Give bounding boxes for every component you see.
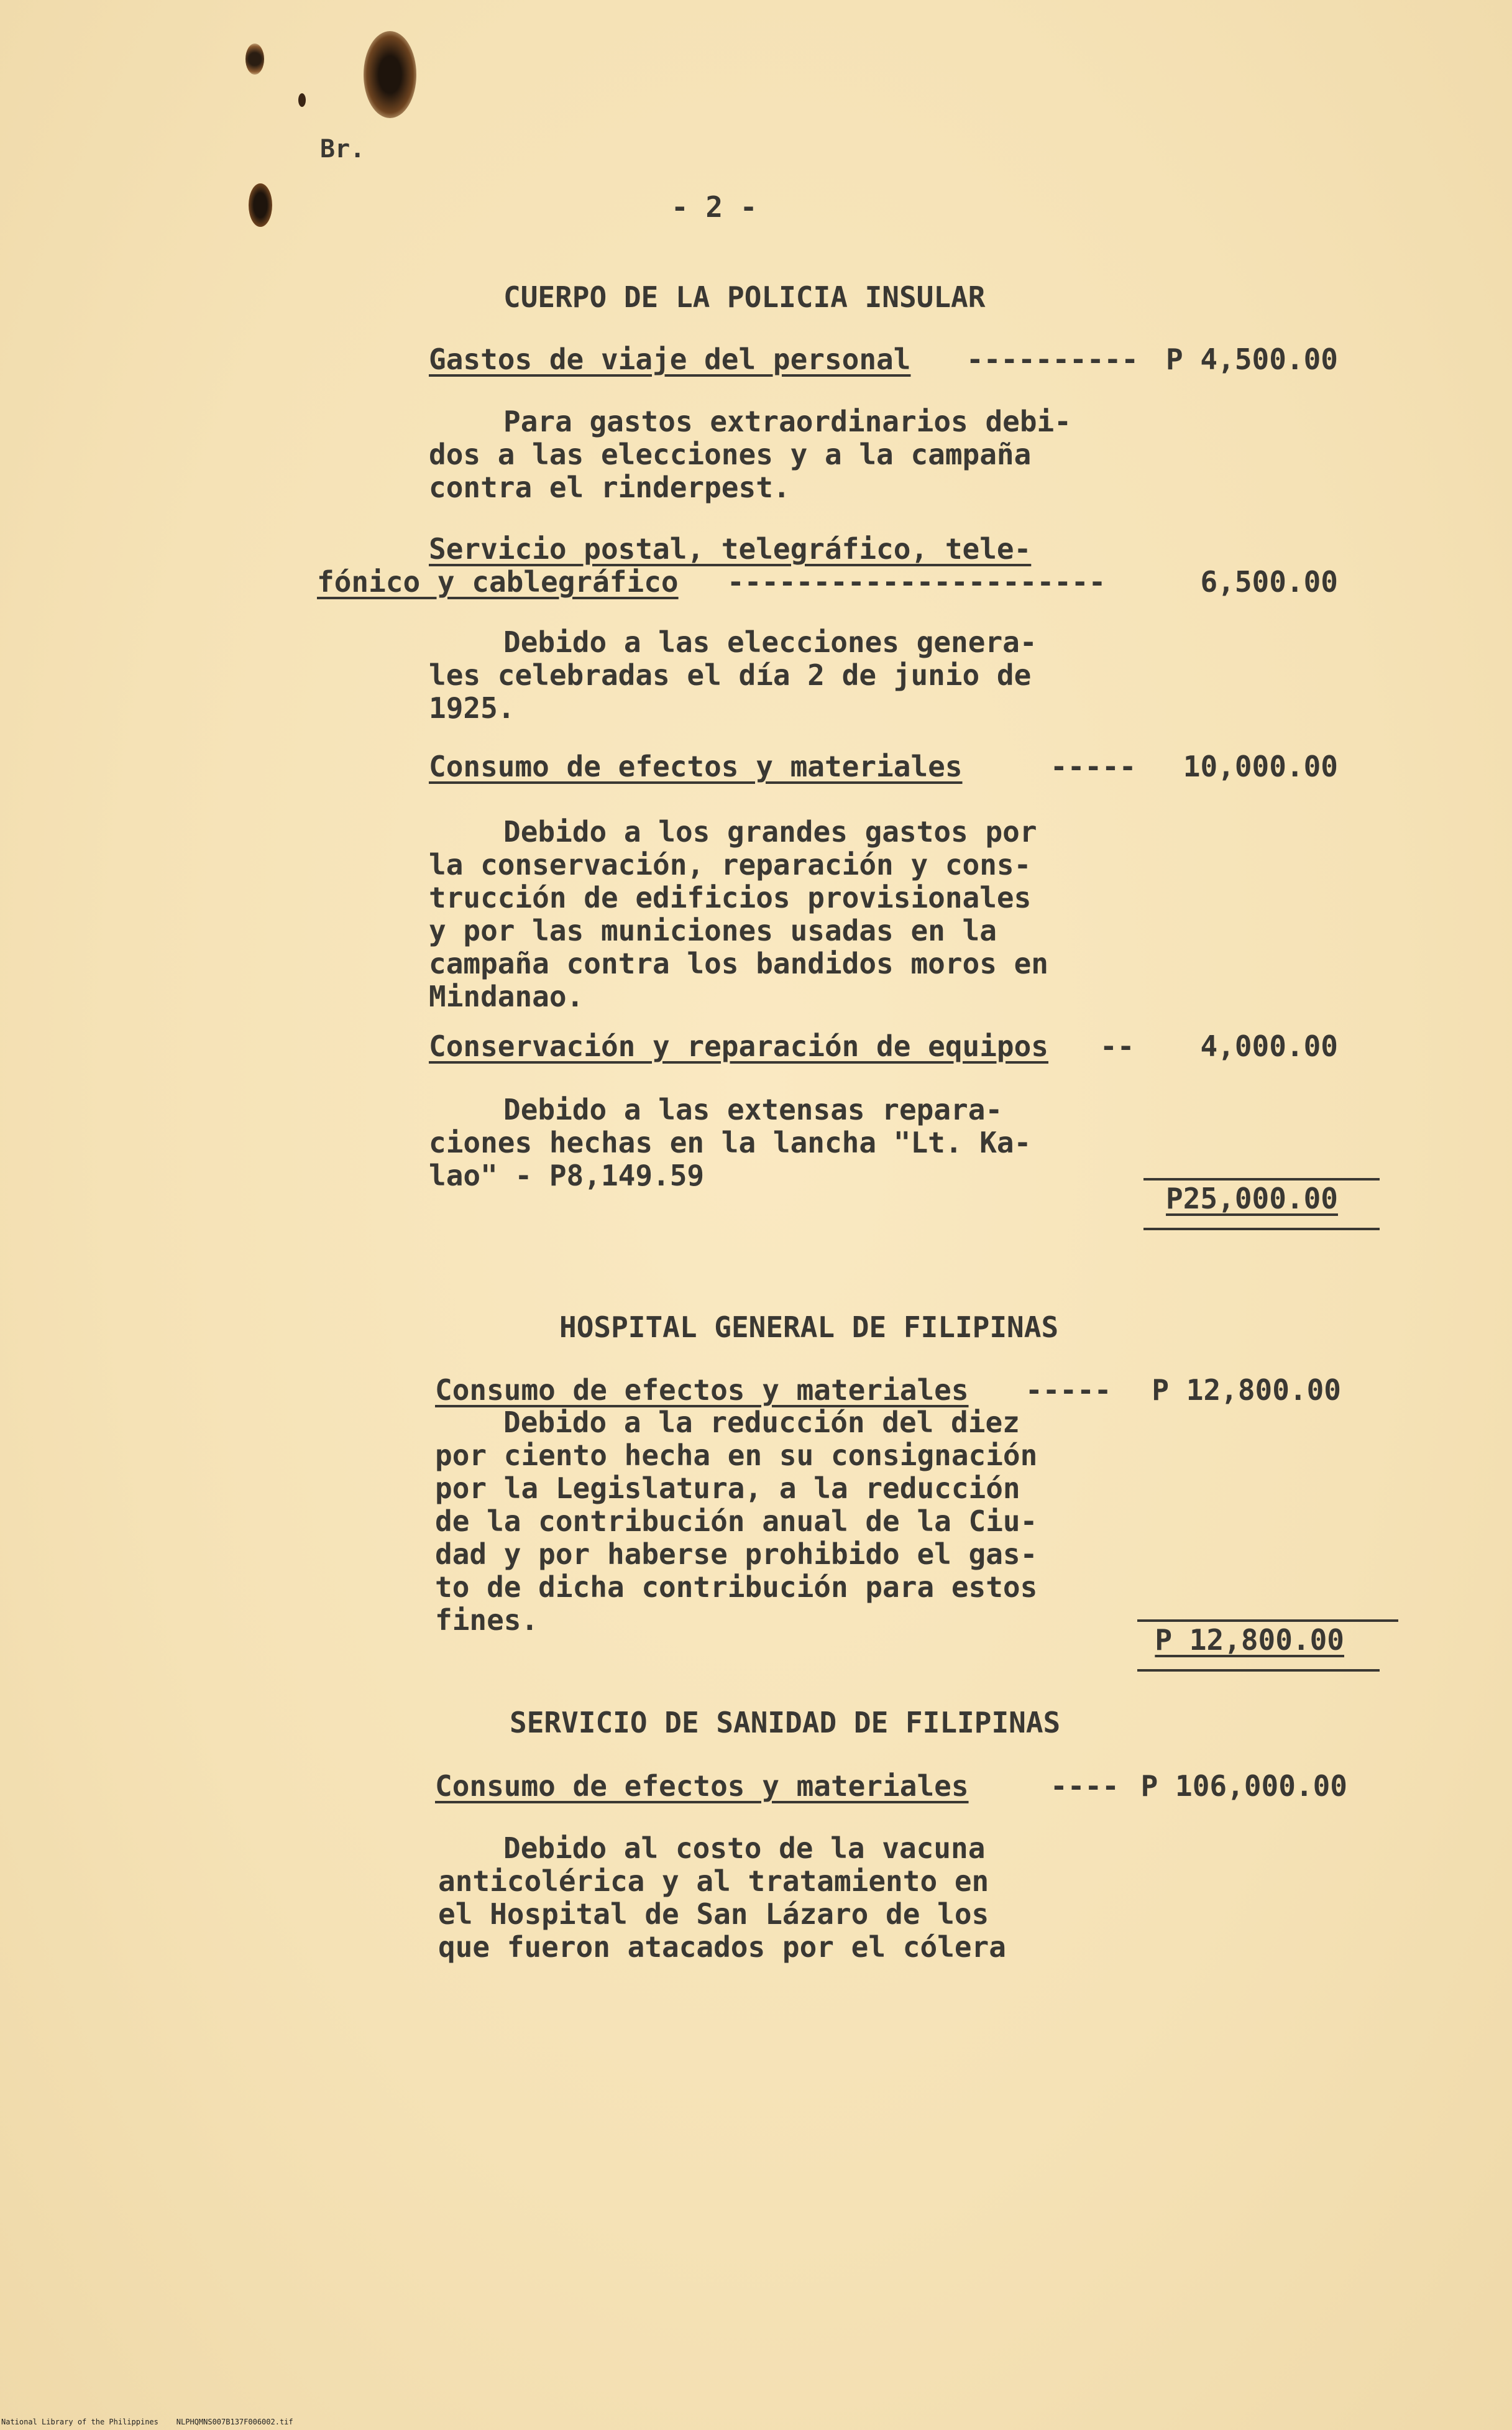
item-leader: ----- [1025, 1373, 1112, 1407]
item-note-line: Debido a los grandes gastos por [503, 815, 1037, 849]
scan-footer [1, 2418, 293, 2426]
item-note-line: contra el rinderpest. [429, 471, 790, 504]
item-heading: Conservación y reparación de equipos [429, 1029, 1048, 1063]
section-total: P25,000.00 [1166, 1182, 1338, 1215]
section-total: P 12,800.00 [1155, 1623, 1344, 1657]
item-note-line: Debido a las extensas repara- [503, 1093, 1003, 1126]
footer-source: National Library of the Philippines [1, 2418, 158, 2426]
item-note-line: les celebradas el día 2 de junio de [429, 658, 1032, 692]
item-leader: ---------------------- [727, 565, 1106, 599]
item-leader: ---------- [966, 343, 1139, 376]
item-amount: 10,000.00 [1183, 750, 1338, 783]
burn-mark [245, 44, 264, 75]
item-note-line: la conservación, reparación y cons- [429, 848, 1032, 881]
item-amount: P 4,500.00 [1166, 343, 1338, 376]
item-note-line: Para gastos extraordinarios debi- [503, 405, 1071, 438]
item-heading: Consumo de efectos y materiales [435, 1373, 969, 1407]
item-note-line: por la Legislatura, a la reducción [435, 1471, 1020, 1505]
item-note-line: dad y por haberse prohibido el gas- [435, 1537, 1038, 1571]
item-note-line: anticolérica y al tratamiento en [438, 1864, 989, 1898]
total-rule [1143, 1228, 1380, 1230]
item-note-line: Debido a las elecciones genera- [503, 625, 1037, 659]
item-note-line: to de dicha contribución para estos [435, 1570, 1038, 1604]
item-note-line: Debido al costo de la vacuna [503, 1831, 986, 1865]
item-note-line: por ciento hecha en su consignación [435, 1438, 1038, 1472]
item-note-line: de la contribución anual de la Ciu- [435, 1504, 1038, 1538]
item-heading: fónico y cablegráfico [317, 565, 679, 599]
item-amount: 6,500.00 [1200, 565, 1338, 599]
burn-mark [298, 93, 306, 107]
total-rule [1143, 1178, 1380, 1180]
item-note-line: trucción de edificios provisionales [429, 881, 1032, 914]
item-heading: Servicio postal, telegráfico, tele- [429, 532, 1032, 566]
item-note-line: Debido a la reducción del diez [503, 1406, 1020, 1439]
burn-mark [364, 31, 416, 118]
item-note-line: fines. [435, 1603, 539, 1637]
item-note-line: lao" - P8,149.59 [429, 1159, 705, 1192]
total-rule [1137, 1619, 1398, 1622]
item-amount: P 12,800.00 [1152, 1373, 1341, 1407]
item-note-line: el Hospital de San Lázaro de los [438, 1897, 989, 1931]
footer-file-id: NLPHQMNS007B137F006002.tif [176, 2418, 293, 2426]
item-note-line: campaña contra los bandidos moros en [429, 947, 1048, 980]
item-heading: Gastos de viaje del personal [429, 343, 911, 376]
item-note-line: ciones hechas en la lancha "Lt. Ka- [429, 1126, 1032, 1159]
item-leader: -- [1100, 1029, 1135, 1063]
item-note-line: 1925. [429, 691, 515, 725]
item-amount: P 106,000.00 [1140, 1769, 1347, 1803]
section-title: HOSPITAL GENERAL DE FILIPINAS [559, 1310, 1059, 1344]
item-leader: ----- [1050, 750, 1137, 783]
item-amount: 4,000.00 [1200, 1029, 1338, 1063]
item-note-line: que fueron atacados por el cólera [438, 1930, 1006, 1964]
item-heading: Consumo de efectos y materiales [429, 750, 963, 783]
item-note-line: y por las municiones usadas en la [429, 914, 997, 947]
item-leader: ---- [1050, 1769, 1119, 1803]
total-rule [1137, 1669, 1380, 1672]
initials: Br. [320, 135, 365, 163]
section-title: CUERPO DE LA POLICIA INSULAR [503, 280, 986, 314]
page-number: - 2 - [671, 190, 758, 224]
section-title: SERVICIO DE SANIDAD DE FILIPINAS [510, 1706, 1061, 1739]
item-heading: Consumo de efectos y materiales [435, 1769, 969, 1803]
item-note-line: dos a las elecciones y a la campaña [429, 438, 1032, 471]
item-note-line: Mindanao. [429, 980, 584, 1013]
burn-mark [249, 183, 272, 227]
